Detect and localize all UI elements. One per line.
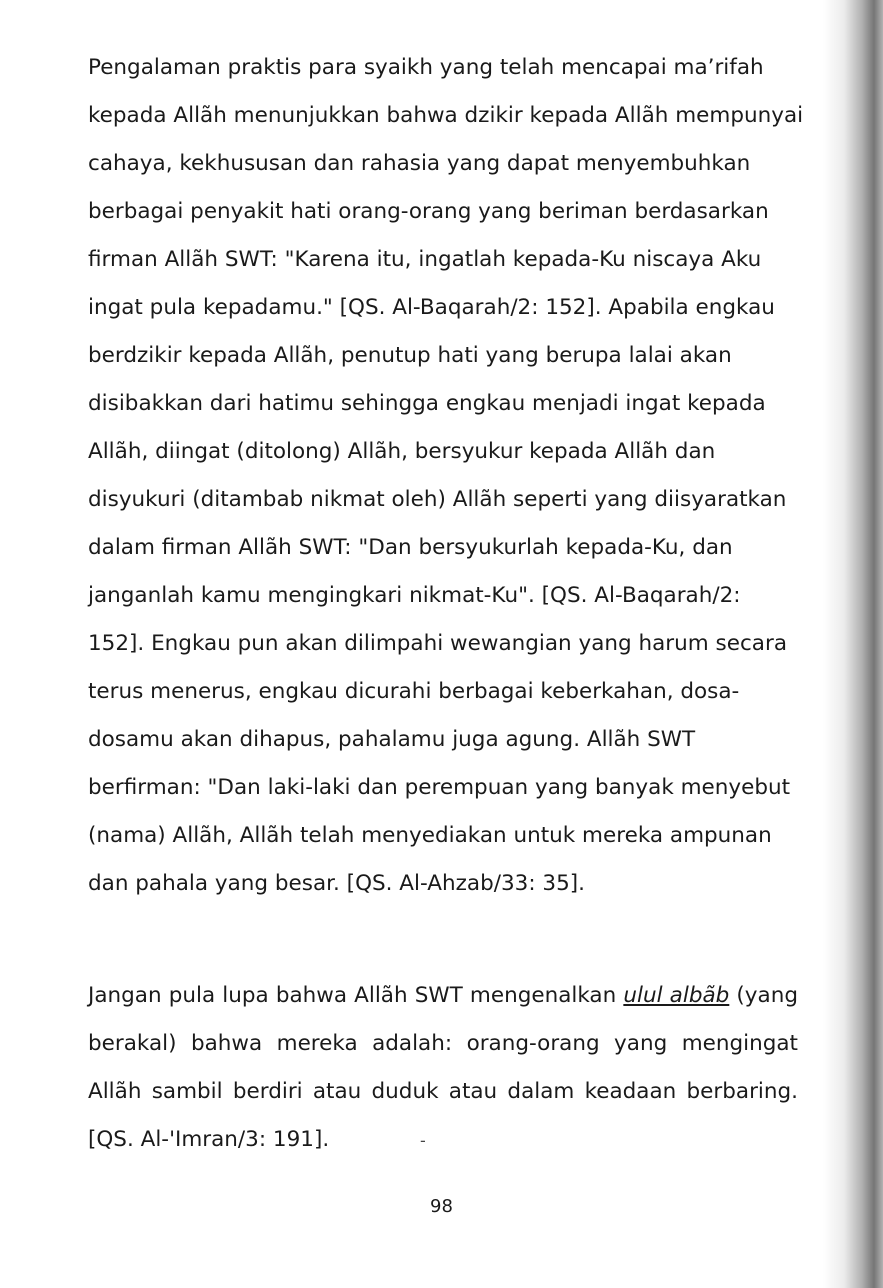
paragraph-1-line: Allãh, diingat (ditolong) Allãh, bersyukur kepada Allãh dan bbox=[88, 439, 716, 464]
paragraph-1-line: berdzikir kepada Allãh, penutup hati yang berupa lalai akan bbox=[88, 343, 732, 368]
paragraph-1-line: berfirman: "Dan laki-laki dan perempuan yang banyak menyebut bbox=[88, 775, 791, 800]
page-spine-shadow bbox=[823, 0, 883, 1288]
stray-pen-mark: - bbox=[420, 1131, 426, 1150]
page-number: 98 bbox=[430, 1196, 453, 1217]
paragraph-1-line: dalam firman Allãh SWT: "Dan bersyukurlah kepada-Ku, dan bbox=[88, 535, 733, 560]
paragraph-2 bbox=[88, 972, 798, 1164]
term-ulul-albab: ulul albãb bbox=[623, 983, 730, 1008]
paragraph-1-line: ingat pula kepadamu." [QS. Al-Baqarah/2: 152]. Apabila engkau bbox=[88, 295, 775, 320]
paragraph-1-line: berbagai penyakit hati orang-orang yang beriman berdasarkan bbox=[88, 199, 769, 224]
paragraph-1-line: firman Allãh SWT: "Karena itu, ingatlah kepada-Ku niscaya Aku bbox=[88, 247, 762, 272]
paragraph-1-line: janganlah kamu mengingkari nikmat-Ku". [QS. Al-Baqarah/2: bbox=[88, 583, 741, 608]
paragraph-1-line: dosamu akan dihapus, pahalamu juga agung. Allãh SWT bbox=[88, 727, 696, 752]
paragraph-2-line-2: berakal) bahwa mereka adalah: orang-orang yang mengingat bbox=[88, 1031, 798, 1056]
paragraph-1-line: disyukuri (ditambab nikmat oleh) Allãh seperti yang diisyaratkan bbox=[88, 487, 787, 512]
paragraph-1-line: disibakkan dari hatimu sehingga engkau menjadi ingat kepada bbox=[88, 391, 766, 416]
paragraph-2-text: Jangan pula lupa bahwa Allãh SWT mengenalkan bbox=[88, 983, 624, 1008]
paragraph-1-line: Pengalaman praktis para syaikh yang telah mencapai ma’rifah bbox=[88, 55, 764, 80]
paragraph-2-text: (yang bbox=[729, 983, 798, 1008]
paragraph-1-line: cahaya, kekhususan dan rahasia yang dapat menyembuhkan bbox=[88, 151, 751, 176]
paragraph-1-line: 152]. Engkau pun akan dilimpahi wewangian yang harum secara bbox=[88, 631, 787, 656]
paragraph-1-line: (nama) Allãh, Allãh telah menyediakan untuk mereka ampunan bbox=[88, 823, 772, 848]
paragraph-2-line-1 bbox=[88, 972, 798, 1020]
paragraph-2-line-3: Allãh sambil berdiri atau duduk atau dalam keadaan berbaring. bbox=[88, 1079, 798, 1104]
paragraph-1 bbox=[88, 44, 804, 908]
paragraph-1-line: terus menerus, engkau dicurahi berbagai keberkahan, dosa- bbox=[88, 679, 740, 704]
paragraph-2-line-4: [QS. Al-'Imran/3: 191]. bbox=[88, 1127, 330, 1152]
paragraph-1-line: dan pahala yang besar. [QS. Al-Ahzab/33: 35]. bbox=[88, 871, 585, 896]
paragraph-1-line: kepada Allãh menunjukkan bahwa dzikir kepada Allãh mempunyai bbox=[88, 103, 804, 128]
